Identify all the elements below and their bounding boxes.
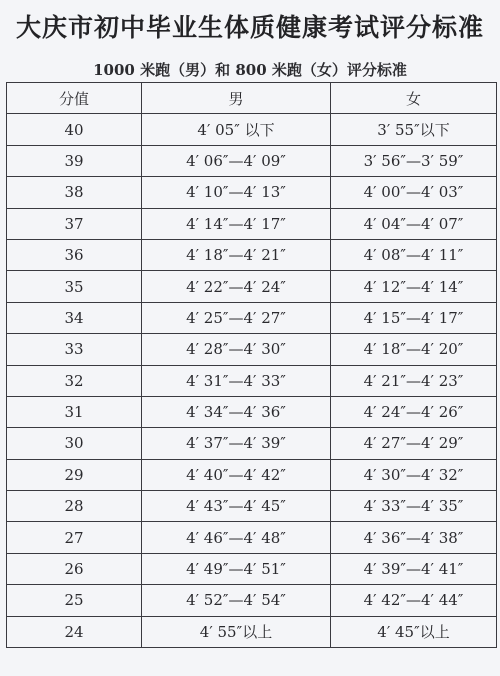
score-cell: 25 (7, 585, 142, 616)
female-time-cell: 4′ 27″—4′ 29″ (331, 428, 497, 459)
male-time-cell: 4′ 46″—4′ 48″ (142, 522, 331, 553)
table-row (7, 145, 497, 176)
score-cell: 31 (7, 396, 142, 427)
female-time-cell: 4′ 33″—4′ 35″ (331, 491, 497, 522)
score-cell: 39 (7, 145, 142, 176)
female-time-cell: 4′ 04″—4′ 07″ (331, 208, 497, 239)
female-time-cell: 4′ 12″—4′ 14″ (331, 271, 497, 302)
male-time-cell: 4′ 18″—4′ 21″ (142, 239, 331, 270)
female-time-cell: 4′ 42″—4′ 44″ (331, 585, 497, 616)
male-time-cell: 4′ 52″—4′ 54″ (142, 585, 331, 616)
score-table (6, 82, 497, 648)
female-time-cell: 4′ 21″—4′ 23″ (331, 365, 497, 396)
male-time-cell: 4′ 40″—4′ 42″ (142, 459, 331, 490)
female-time-cell: 3′ 55″以下 (331, 114, 497, 145)
female-time-cell: 4′ 39″—4′ 41″ (331, 553, 497, 584)
male-time-cell: 4′ 28″—4′ 30″ (142, 334, 331, 365)
female-time-cell: 4′ 45″以上 (331, 616, 497, 647)
table-row (7, 177, 497, 208)
table-row (7, 271, 497, 302)
female-time-cell: 4′ 15″—4′ 17″ (331, 302, 497, 333)
table-row (7, 522, 497, 553)
female-time-cell: 4′ 36″—4′ 38″ (331, 522, 497, 553)
table-row (7, 616, 497, 647)
page-title: 大庆市初中毕业生体质健康考试评分标准 (15, 13, 484, 42)
score-cell: 26 (7, 553, 142, 584)
table-subtitle: 1000 米跑（男）和 800 米跑（女）评分标准 (93, 61, 407, 79)
male-time-cell: 4′ 22″—4′ 24″ (142, 271, 331, 302)
score-cell: 29 (7, 459, 142, 490)
score-cell: 36 (7, 239, 142, 270)
table-header-row (7, 83, 497, 114)
female-time-cell: 4′ 30″—4′ 32″ (331, 459, 497, 490)
table-row (7, 491, 497, 522)
male-time-cell: 4′ 55″以上 (142, 616, 331, 647)
female-time-cell: 4′ 24″—4′ 26″ (331, 396, 497, 427)
score-cell: 33 (7, 334, 142, 365)
male-time-cell: 4′ 25″—4′ 27″ (142, 302, 331, 333)
female-time-cell: 4′ 18″—4′ 20″ (331, 334, 497, 365)
score-cell: 40 (7, 114, 142, 145)
score-cell: 38 (7, 177, 142, 208)
score-cell: 24 (7, 616, 142, 647)
table-row (7, 208, 497, 239)
score-cell: 30 (7, 428, 142, 459)
table-row (7, 334, 497, 365)
table-row (7, 114, 497, 145)
score-cell: 37 (7, 208, 142, 239)
table-row (7, 302, 497, 333)
male-time-cell: 4′ 06″—4′ 09″ (142, 145, 331, 176)
female-time-cell: 4′ 00″—4′ 03″ (331, 177, 497, 208)
table-row (7, 459, 497, 490)
score-cell: 32 (7, 365, 142, 396)
score-cell: 34 (7, 302, 142, 333)
table-row (7, 553, 497, 584)
female-time-cell: 4′ 08″—4′ 11″ (331, 239, 497, 270)
table-row (7, 585, 497, 616)
male-time-cell: 4′ 14″—4′ 17″ (142, 208, 331, 239)
male-time-cell: 4′ 31″—4′ 33″ (142, 365, 331, 396)
score-cell: 35 (7, 271, 142, 302)
header-male: 男 (142, 83, 331, 114)
male-time-cell: 4′ 10″—4′ 13″ (142, 177, 331, 208)
male-time-cell: 4′ 05″ 以下 (142, 114, 331, 145)
header-score: 分值 (7, 83, 142, 114)
table-row (7, 365, 497, 396)
male-time-cell: 4′ 37″—4′ 39″ (142, 428, 331, 459)
male-time-cell: 4′ 49″—4′ 51″ (142, 553, 331, 584)
male-time-cell: 4′ 34″—4′ 36″ (142, 396, 331, 427)
header-female: 女 (331, 83, 497, 114)
male-time-cell: 4′ 43″—4′ 45″ (142, 491, 331, 522)
score-cell: 28 (7, 491, 142, 522)
table-row (7, 428, 497, 459)
female-time-cell: 3′ 56″—3′ 59″ (331, 145, 497, 176)
table-row (7, 396, 497, 427)
table-row (7, 239, 497, 270)
score-cell: 27 (7, 522, 142, 553)
